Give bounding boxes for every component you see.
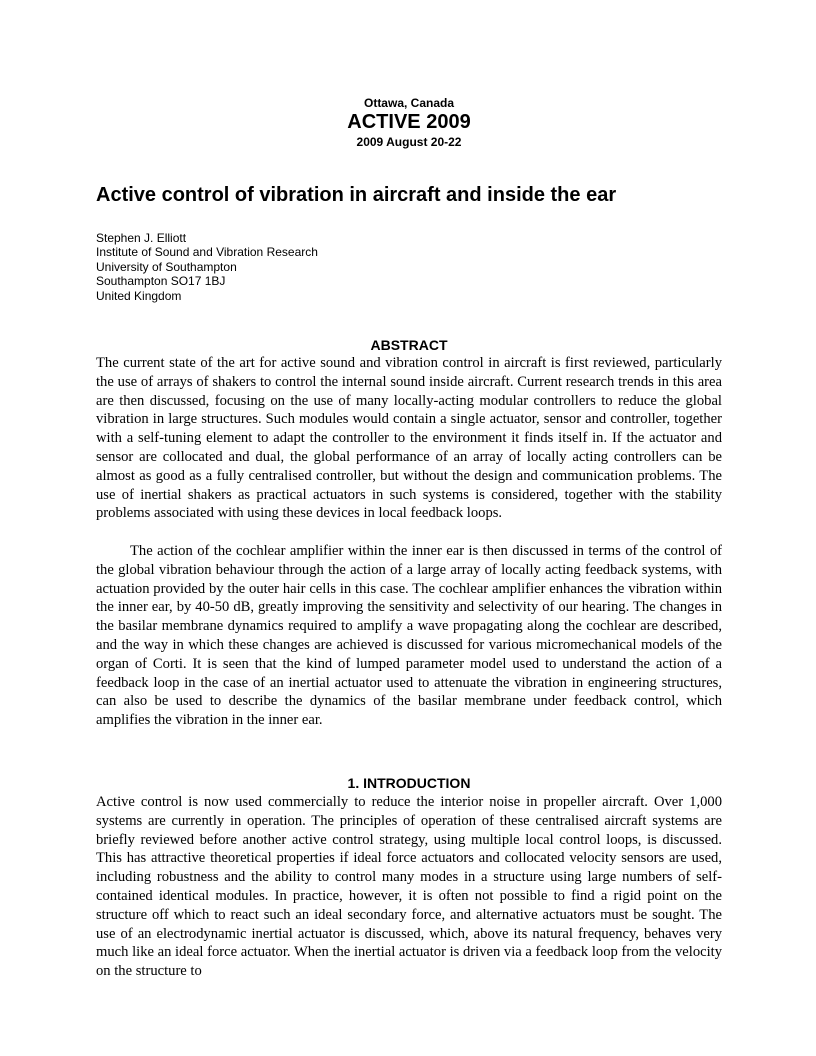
abstract-heading: ABSTRACT xyxy=(370,337,448,353)
affiliation-line: University of Southampton xyxy=(96,259,237,274)
abstract-paragraph: The current state of the art for active sound and vibration control in aircraft is first reviewed, particularly the use of arrays of shakers to control the internal sound inside aircraft. Current research trends in this area are then discussed, focusing on the use of many locally-acting modular controllers to reduce the global vibration in large structures. Such modules would contain a single actuator, sensor and controller, together with a self-tuning element to adapt the controller to the environment it finds itself in. If the actuator and sensor are collocated and dual, the global performance of an array of locally acting controllers can be almost as good as a fully centralised controller, but without the design and communication problems. The use of inertial shakers as practical actuators in such systems is considered, together with the stability problems associated with using these devices in local feedback loops. xyxy=(96,355,722,522)
affiliation-line: Institute of Sound and Vibration Research xyxy=(96,245,318,260)
conference-location: Ottawa, Canada xyxy=(363,96,455,110)
author-block xyxy=(96,231,318,303)
author-name: Stephen J. Elliott xyxy=(96,231,187,245)
introduction-heading: 1. INTRODUCTION xyxy=(347,775,471,791)
paper-title: Active control of vibration in aircraft and inside the ear xyxy=(96,184,617,206)
affiliation-line: Southampton SO17 1BJ xyxy=(96,274,226,289)
conference-name: ACTIVE 2009 xyxy=(347,111,471,133)
abstract-paragraph: The action of the cochlear amplifier within the inner ear is then discussed in terms of the control of the global vibration behaviour through the action of a large array of locally acting feedback systems, with actuation provided by the outer hair cells in this case. The cochlear amplifier enhances the vibration within the inner ear, by 40-50 dB, greatly improving the sensitivity and selectivity of our hearing. The changes in the basilar membrane dynamics required to amplify a wave propagating along the cochlear are described, and the way in which these changes are achieved is discussed for various micromechanical models of the organ of Corti. It is seen that the kind of lumped parameter model used to understand the action of a feedback loop in the case of an inertial actuator used to attenuate the vibration in engineering structures, can also be used to describe the dynamics of the basilar membrane under feedback control, which amplifies the vibration in the inner ear. xyxy=(96,543,722,729)
conference-dates: 2009 August 20-22 xyxy=(356,135,462,149)
affiliation-line: United Kingdom xyxy=(96,288,182,303)
introduction-paragraph: Active control is now used commercially to reduce the interior noise in propeller aircraft. Over 1,000 systems are currently in operation. The principles of operation of these centralised aircraft systems are briefly reviewed before another active control strategy, using multiple local control loops, is discussed. This has attractive theoretical properties if ideal force actuators and collocated velocity sensors are used, including robustness and the ability to control many modes in a structure using large numbers of self-contained identical modules. In practice, however, it is often not possible to find a rigid point on the structure off which to react such an ideal secondary force, and alternative actuators must be sought. The use of an electrodynamic inertial actuator is discussed, which, above its natural frequency, behaves very much like an ideal force actuator. When the inertial actuator is driven via a feedback loop from the velocity on the structure to xyxy=(96,794,722,980)
